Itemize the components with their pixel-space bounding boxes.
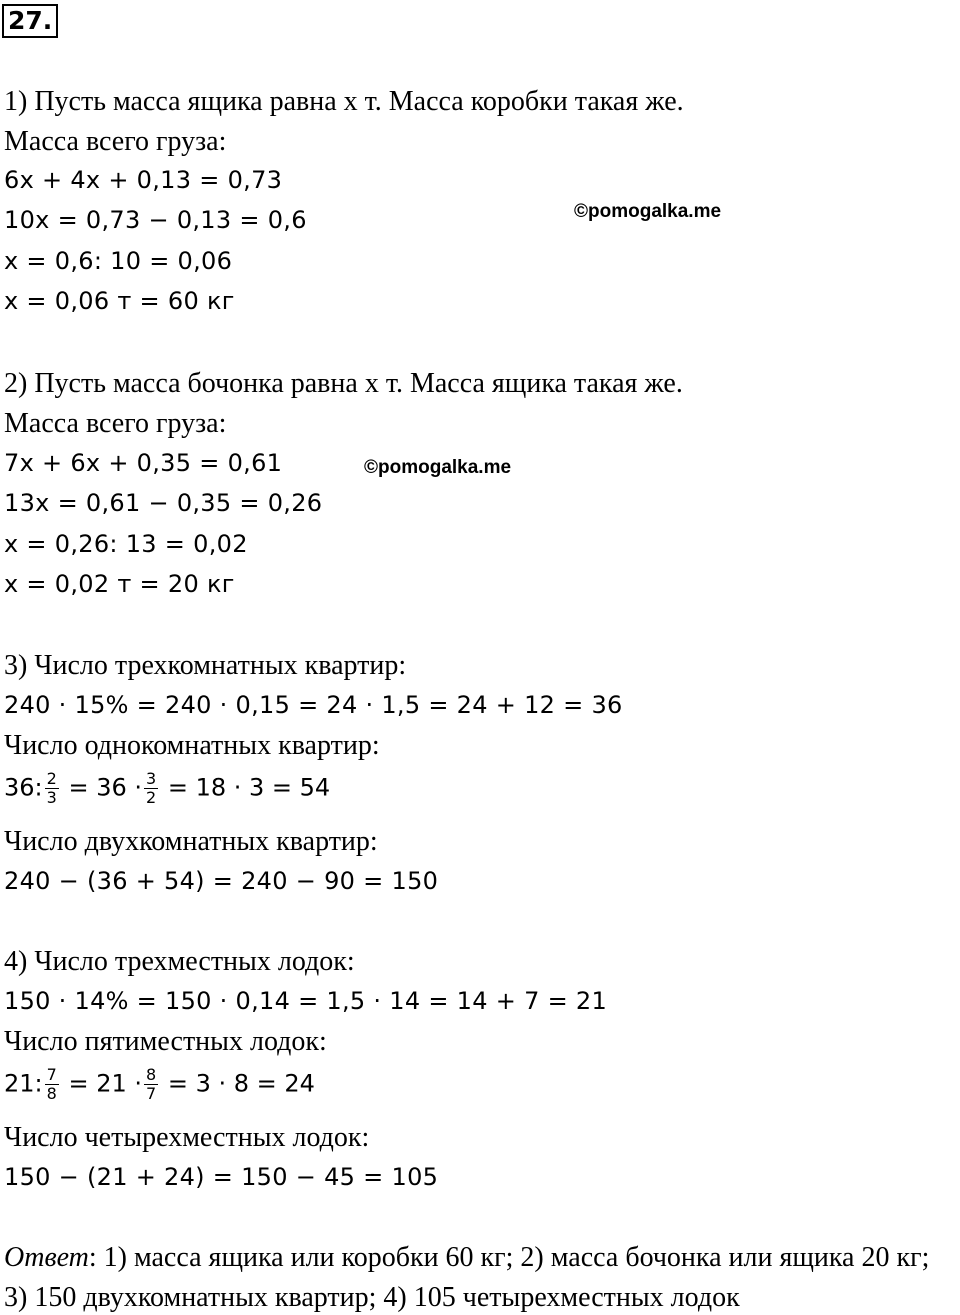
answer-label: Ответ [4, 1242, 89, 1273]
fraction [144, 770, 158, 807]
part2-subtitle: Масса всего груза: [4, 408, 227, 439]
fraction [144, 1066, 158, 1103]
part3-eq2-b: = 36 · [68, 773, 142, 802]
part3-eq2-a: 36: [4, 773, 43, 802]
part4-intro: 4) Число трехместных лодок: [4, 946, 355, 977]
part2-eq2: 13x = 0,61 − 0,35 = 0,26 [4, 489, 323, 517]
part1-eq2: 10x = 0,73 − 0,13 = 0,6 [4, 206, 307, 234]
part2-eq1: 7x + 6x + 0,35 = 0,61 [4, 449, 283, 477]
part4-subtitle3: Число четырехместных лодок: [4, 1122, 370, 1153]
part4-eq3: 150 − (21 + 24) = 150 − 45 = 105 [4, 1163, 439, 1191]
part3-eq2-c: = 18 · 3 = 54 [167, 773, 331, 802]
part1-subtitle: Масса всего груза: [4, 126, 227, 157]
answer-text-1: : 1) масса ящика или коробки 60 кг; 2) масса бочонка или ящика 20 кг; [88, 1242, 930, 1273]
part3-subtitle2: Число однокомнатных квартир: [4, 730, 380, 761]
answer-line-2: 3) 150 двухкомнатных квартир; 4) 105 четырехместных лодок [4, 1282, 740, 1313]
part4-eq2-b: = 21 · [68, 1069, 142, 1098]
part4-eq2-c: = 3 · 8 = 24 [167, 1069, 315, 1098]
part1-eq4: x = 0,06 т = 60 кг [4, 287, 235, 315]
part2-eq4: x = 0,02 т = 20 кг [4, 570, 235, 598]
part4-eq1: 150 · 14% = 150 · 0,14 = 1,5 · 14 = 14 + 7 = 21 [4, 987, 608, 1015]
part3-eq1: 240 · 15% = 240 · 0,15 = 24 · 1,5 = 24 + 12 = 36 [4, 691, 623, 719]
part3-subtitle3: Число двухкомнатных квартир: [4, 826, 378, 857]
fraction-numerator: 3 [146, 769, 157, 788]
fraction-numerator: 8 [146, 1065, 157, 1084]
part3-eq3: 240 − (36 + 54) = 240 − 90 = 150 [4, 867, 439, 895]
fraction [45, 770, 59, 807]
part1-eq3: x = 0,6: 10 = 0,06 [4, 247, 233, 275]
part4-eq2 [4, 1066, 315, 1103]
fraction-denominator: 7 [146, 1084, 157, 1103]
fraction [45, 1066, 59, 1103]
fraction-denominator: 2 [146, 788, 157, 807]
answer-line-1 [4, 1242, 929, 1274]
watermark: ©pomogalka.me [574, 201, 722, 222]
part3-eq2 [4, 770, 330, 807]
part3-intro: 3) Число трехкомнатных квартир: [4, 650, 407, 681]
part4-eq2-a: 21: [4, 1069, 43, 1098]
fraction-denominator: 8 [46, 1084, 57, 1103]
part1-eq1: 6x + 4x + 0,13 = 0,73 [4, 166, 283, 194]
part2-intro: 2) Пусть масса бочонка равна x т. Масса ящика такая же. [4, 368, 683, 399]
fraction-denominator: 3 [46, 788, 57, 807]
fraction-numerator: 2 [46, 769, 57, 788]
fraction-numerator: 7 [46, 1065, 57, 1084]
task-number: 27. [2, 4, 58, 38]
part4-subtitle2: Число пятиместных лодок: [4, 1026, 327, 1057]
part1-intro: 1) Пусть масса ящика равна x т. Масса коробки такая же. [4, 86, 684, 117]
watermark: ©pomogalka.me [364, 457, 512, 478]
part2-eq3: x = 0,26: 13 = 0,02 [4, 530, 248, 558]
